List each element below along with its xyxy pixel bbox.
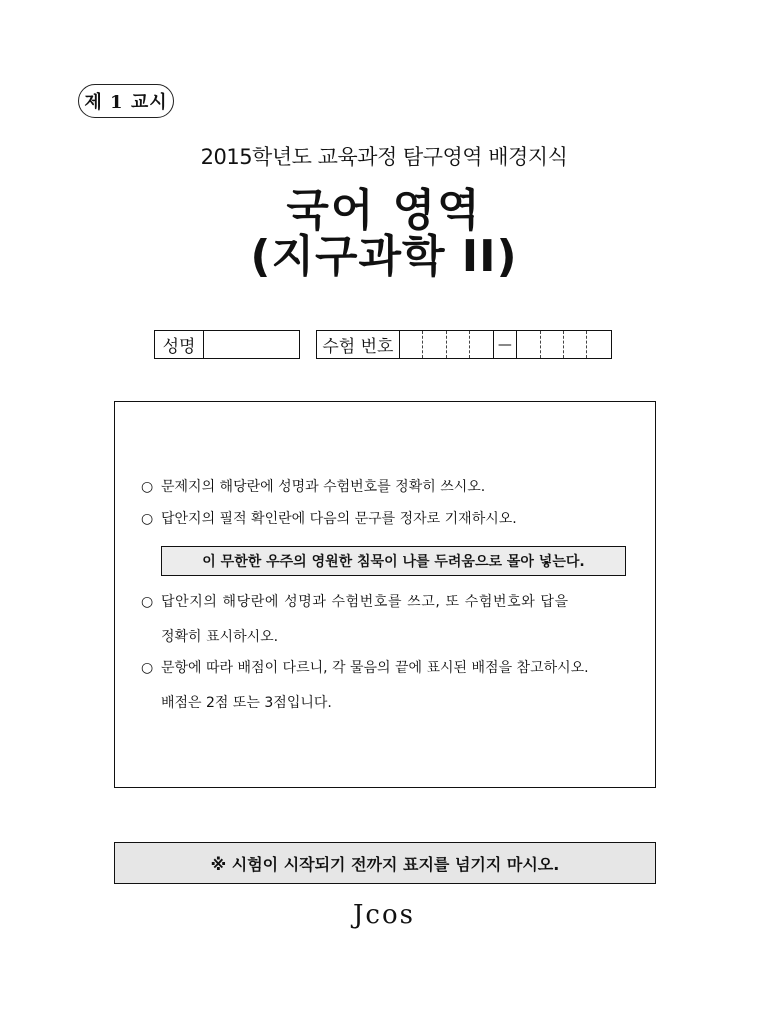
instruction-item bbox=[141, 510, 517, 528]
exam-number-digit-cell[interactable] bbox=[517, 331, 540, 358]
circle-bullet-icon: ○ bbox=[141, 511, 154, 527]
exam-number-digit-cell[interactable] bbox=[541, 331, 564, 358]
exam-number-digit-cell[interactable] bbox=[587, 331, 610, 358]
instruction-text: 문항에 따라 배점이 다르니, 각 물음의 끝에 표시된 배점을 참고하시오. bbox=[161, 660, 589, 676]
exam-number-box bbox=[316, 330, 612, 359]
circle-bullet-icon: ○ bbox=[141, 479, 154, 495]
instruction-item bbox=[141, 478, 485, 496]
instruction-item bbox=[141, 659, 589, 677]
instructions-box bbox=[114, 401, 656, 788]
circle-bullet-icon: ○ bbox=[141, 594, 154, 610]
do-not-turn-warning: ※ 시험이 시작되기 전까지 표지를 넘기지 마시오. bbox=[114, 842, 656, 884]
exam-number-digit-cell[interactable] bbox=[447, 331, 470, 358]
instruction-text: 답안지의 해당란에 성명과 수험번호를 쓰고, 또 수험번호와 답을 bbox=[161, 594, 569, 610]
exam-subtitle: 2015학년도 교육과정 탐구영역 배경지식 bbox=[200, 145, 568, 169]
exam-number-digit-cell[interactable] bbox=[400, 331, 423, 358]
handwriting-phrase-box: 이 무한한 우주의 영원한 침묵이 나를 두려움으로 몰아 넣는다. bbox=[161, 546, 626, 576]
instruction-continuation: 배점은 2점 또는 3점입니다. bbox=[161, 695, 332, 711]
instruction-text: 문제지의 해당란에 성명과 수험번호를 정확히 쓰시오. bbox=[161, 479, 486, 495]
exam-number-digit-cell[interactable] bbox=[423, 331, 446, 358]
name-field-box bbox=[154, 330, 300, 359]
name-input-area[interactable] bbox=[204, 331, 299, 358]
publisher-logo: Jcos bbox=[353, 900, 415, 930]
instruction-text: 답안지의 필적 확인란에 다음의 문구를 정자로 기재하시오. bbox=[161, 511, 517, 527]
exam-number-digit-cell[interactable] bbox=[564, 331, 587, 358]
instruction-item bbox=[141, 593, 569, 611]
exam-subject: (지구과학 II) bbox=[250, 231, 518, 282]
exam-number-separator: — bbox=[494, 331, 517, 358]
name-label: 성명 bbox=[155, 331, 204, 358]
exam-number-digit-cell[interactable] bbox=[470, 331, 493, 358]
exam-number-label: 수험 번호 bbox=[317, 331, 400, 358]
exam-title: 국어 영역 bbox=[286, 185, 482, 236]
circle-bullet-icon: ○ bbox=[141, 660, 154, 676]
period-label: 제 1 교시 bbox=[78, 84, 174, 118]
instruction-continuation: 정확히 표시하시오. bbox=[161, 629, 279, 645]
